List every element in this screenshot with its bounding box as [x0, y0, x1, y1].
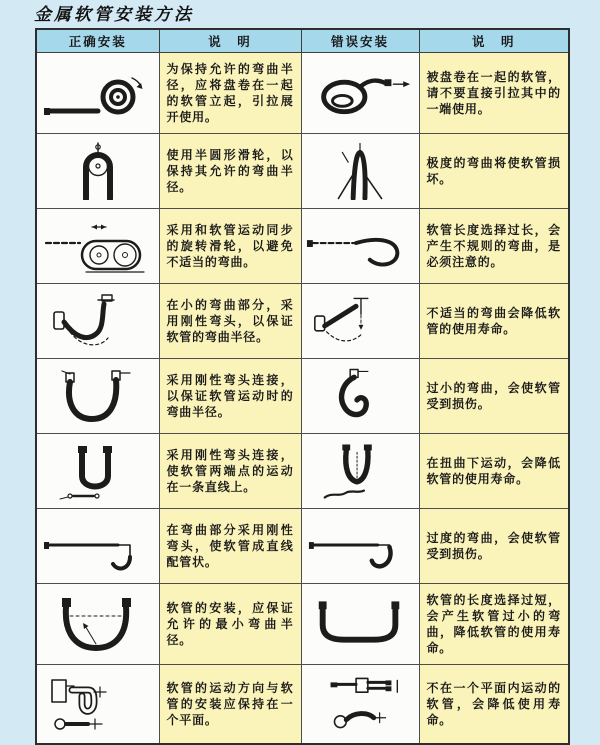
wrong-image-cell	[301, 665, 419, 745]
table-row	[36, 284, 569, 359]
flat-coil-direct-pull-illustration	[305, 64, 415, 122]
correct-description: 使用半圆形滑轮，以保持其允许的弯曲半径。	[159, 134, 301, 209]
aligned-endpoints-motion-illustration	[42, 442, 154, 500]
wrong-description: 过度的弯曲，会使软管受到损伤。	[419, 509, 569, 584]
correct-image-cell	[36, 284, 159, 359]
straight-piping-with-elbow-illustration	[42, 517, 154, 575]
wrong-description: 软管长度选择过长，会产生不规则的弯曲，是必须注意的。	[419, 209, 569, 284]
extreme-bend-illustration	[305, 142, 415, 200]
table-row	[36, 53, 569, 134]
rigid-elbow-small-bend-illustration	[42, 292, 154, 350]
correct-description: 在弯曲部分采用刚性弯头，使软管成直线配管状。	[159, 509, 301, 584]
correct-image-cell	[36, 134, 159, 209]
correct-image-cell	[36, 53, 159, 134]
wrong-description: 被盘卷在一起的软管，请不要直接引拉其中的一端使用。	[419, 53, 569, 134]
correct-description: 在小的弯曲部分，采用刚性弯头，以保证软管的弯曲半径。	[159, 284, 301, 359]
wrong-image-cell	[301, 434, 419, 509]
wrong-description: 在扭曲下运动，会降低软管的使用寿命。	[419, 434, 569, 509]
correct-description: 软管的运动方向与软管的安装应保持在一个平面。	[159, 665, 301, 745]
synchronized-rotating-pulley-illustration	[42, 217, 154, 275]
overlong-hose-irregular-bend-illustration	[305, 217, 415, 275]
wrong-image-cell	[301, 134, 419, 209]
correct-description: 为保持允许的弯曲半径，应将盘卷在一起的软管立起，引拉展开使用。	[159, 53, 301, 134]
table-row	[36, 584, 569, 665]
header-correct-install: 正确安装	[36, 29, 159, 53]
correct-image-cell	[36, 359, 159, 434]
table-row	[36, 665, 569, 745]
correct-image-cell	[36, 434, 159, 509]
wrong-description: 软管的长度选择过短，会产生软管过小的弯曲，降低软管的使用寿命。	[419, 584, 569, 665]
same-plane-motion-illustration	[42, 674, 154, 734]
header-description-wrong: 说 明	[419, 29, 569, 53]
rigid-elbow-connection-illustration	[42, 367, 154, 425]
correct-description: 采用和软管运动同步的旋转滑轮，以避免不适当的弯曲。	[159, 209, 301, 284]
header-wrong-install: 错误安装	[301, 29, 419, 53]
correct-description: 软管的安装，应保证允许的最小弯曲半径。	[159, 584, 301, 665]
correct-image-cell	[36, 209, 159, 284]
wrong-image-cell	[301, 209, 419, 284]
excessive-bend-illustration	[305, 517, 415, 575]
wrong-image-cell	[301, 584, 419, 665]
table-row	[36, 359, 569, 434]
correct-image-cell	[36, 584, 159, 665]
correct-image-cell	[36, 509, 159, 584]
wrong-image-cell	[301, 509, 419, 584]
table-row	[36, 509, 569, 584]
out-of-plane-motion-illustration	[305, 674, 415, 734]
table-row	[36, 209, 569, 284]
too-short-hose-illustration	[305, 595, 415, 653]
wrong-description: 不在一个平面内运动的软管，会降低使用寿命。	[419, 665, 569, 745]
table-row	[36, 134, 569, 209]
correct-description: 采用刚性弯头连接，使软管两端点的运动在一条直线上。	[159, 434, 301, 509]
correct-image-cell	[36, 665, 159, 745]
wrong-description: 不适当的弯曲会降低软管的使用寿命。	[419, 284, 569, 359]
wrong-image-cell	[301, 53, 419, 134]
installation-table	[35, 28, 570, 745]
upright-coil-unreeling-illustration	[42, 64, 154, 122]
minimum-bend-radius-illustration	[42, 594, 154, 654]
wrong-description: 极度的弯曲将使软管损坏。	[419, 134, 569, 209]
too-small-bend-illustration	[305, 367, 415, 425]
correct-description: 采用刚性弯头连接，以保证软管运动时的弯曲半径。	[159, 359, 301, 434]
semicircular-pulley-illustration	[42, 142, 154, 200]
wrong-image-cell	[301, 359, 419, 434]
table-row	[36, 434, 569, 509]
twisted-motion-illustration	[305, 442, 415, 500]
wrong-description: 过小的弯曲，会使软管受到损伤。	[419, 359, 569, 434]
wrong-image-cell	[301, 284, 419, 359]
header-description-correct: 说 明	[159, 29, 301, 53]
improper-bend-illustration	[305, 292, 415, 350]
page-title: 金属软管安装方法	[34, 5, 194, 25]
header-row	[36, 29, 569, 53]
